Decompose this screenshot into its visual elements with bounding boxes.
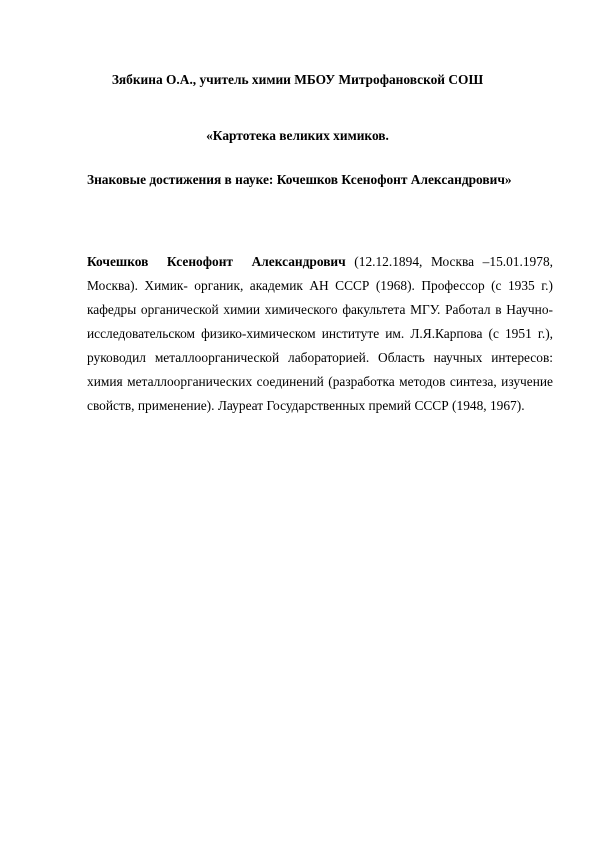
scientist-name: Кочешков Ксенофонт Александрович <box>87 254 346 269</box>
collection-title: «Картотека великих химиков. <box>206 128 389 143</box>
document-subtitle: Знаковые достижения в науке: Кочешков Ксенофонт Александрович» <box>87 172 512 187</box>
biography-text: (12.12.1894, Москва –15.01.1978, Москва). Химик- органик, академик АН СССР (1968). Профессор (с 1935 г.) кафедры органической химии химического факультета МГУ. Работал в Научно-исследовательском физико-химическом институте им. Л.Я.Карпова (с 1951 г.), руководил металлоорганической лабораторией. Область научных интересов: химия металлоорганических соединений (разработка методов синтеза, изучение свойств, применение). Лауреат Государственных премий СССР (1948, 1967). <box>87 254 553 413</box>
biography-paragraph <box>87 250 553 418</box>
author-line: Зябкина О.А., учитель химии МБОУ Митрофановской СОШ <box>111 72 484 87</box>
